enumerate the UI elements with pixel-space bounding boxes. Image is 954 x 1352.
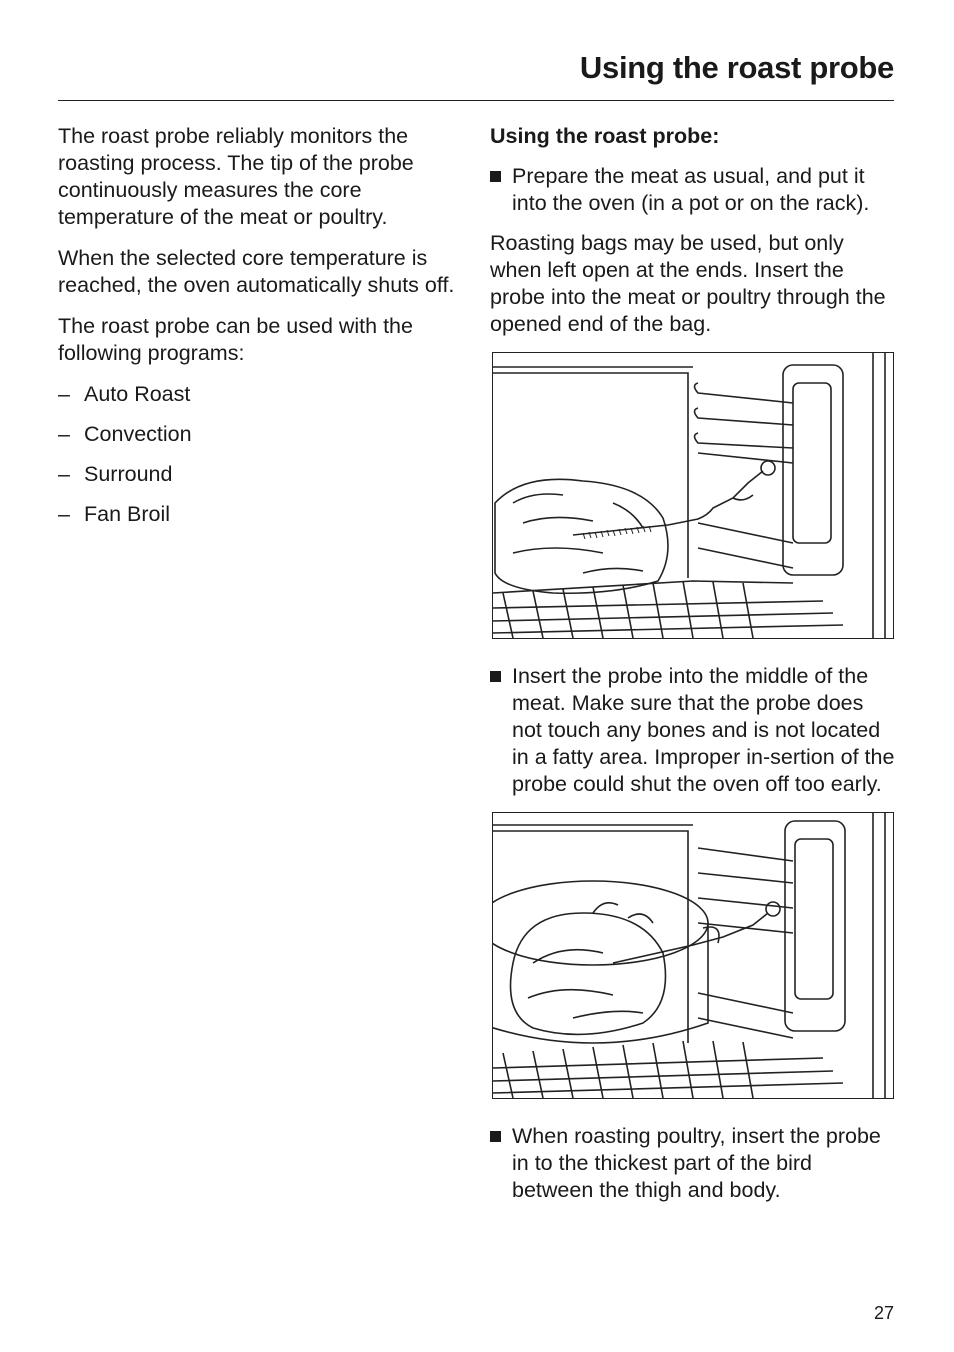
instructions-subheading: Using the roast probe: <box>490 124 720 148</box>
left-column <box>58 123 458 541</box>
square-bullet-icon <box>490 171 501 182</box>
list-item: – Auto Roast <box>58 382 191 406</box>
list-item: – Fan Broil <box>58 502 171 526</box>
right-column <box>490 123 896 1217</box>
shutoff-paragraph: When the selected core temperature is reached, the oven automatically shuts off. <box>58 246 455 297</box>
dash-icon: – <box>58 502 70 526</box>
dash-icon: – <box>58 462 70 486</box>
programs-list <box>58 381 458 528</box>
illustration-poultry-in-pot <box>492 812 894 1099</box>
intro-paragraph: The roast probe reliably monitors the roasting process. The tip of the probe continuously measures the core temperature of the meat or poultry. <box>58 124 414 229</box>
step-insert-probe: Insert the probe into the middle of the meat. Make sure that the probe does not touch any bones and is not located in a fatty area. Improper in-sertion of the probe could shut the oven off too early. <box>490 663 896 798</box>
step-poultry: When roasting poultry, insert the probe in to the thickest part of the bird between the thigh and body. <box>490 1123 896 1204</box>
list-item: – Surround <box>58 462 173 486</box>
step-prepare-meat: Prepare the meat as usual, and put it into the oven (in a pot or on the rack). <box>490 163 896 217</box>
list-item: – Convection <box>58 422 192 446</box>
square-bullet-icon <box>490 671 501 682</box>
page-number: 27 <box>873 1303 894 1323</box>
square-bullet-icon <box>490 1131 501 1142</box>
programs-intro-paragraph: The roast probe can be used with the following programs: <box>58 314 413 365</box>
header-rule <box>58 100 894 101</box>
illustration-roast-in-bag <box>492 352 894 639</box>
dash-icon: – <box>58 422 70 446</box>
page-title: Using the roast probe <box>579 50 894 85</box>
roasting-bags-paragraph: Roasting bags may be used, but only when left open at the ends. Insert the probe into the meat or poultry through the opened end of the bag. <box>490 231 886 336</box>
dash-icon: – <box>58 382 70 406</box>
